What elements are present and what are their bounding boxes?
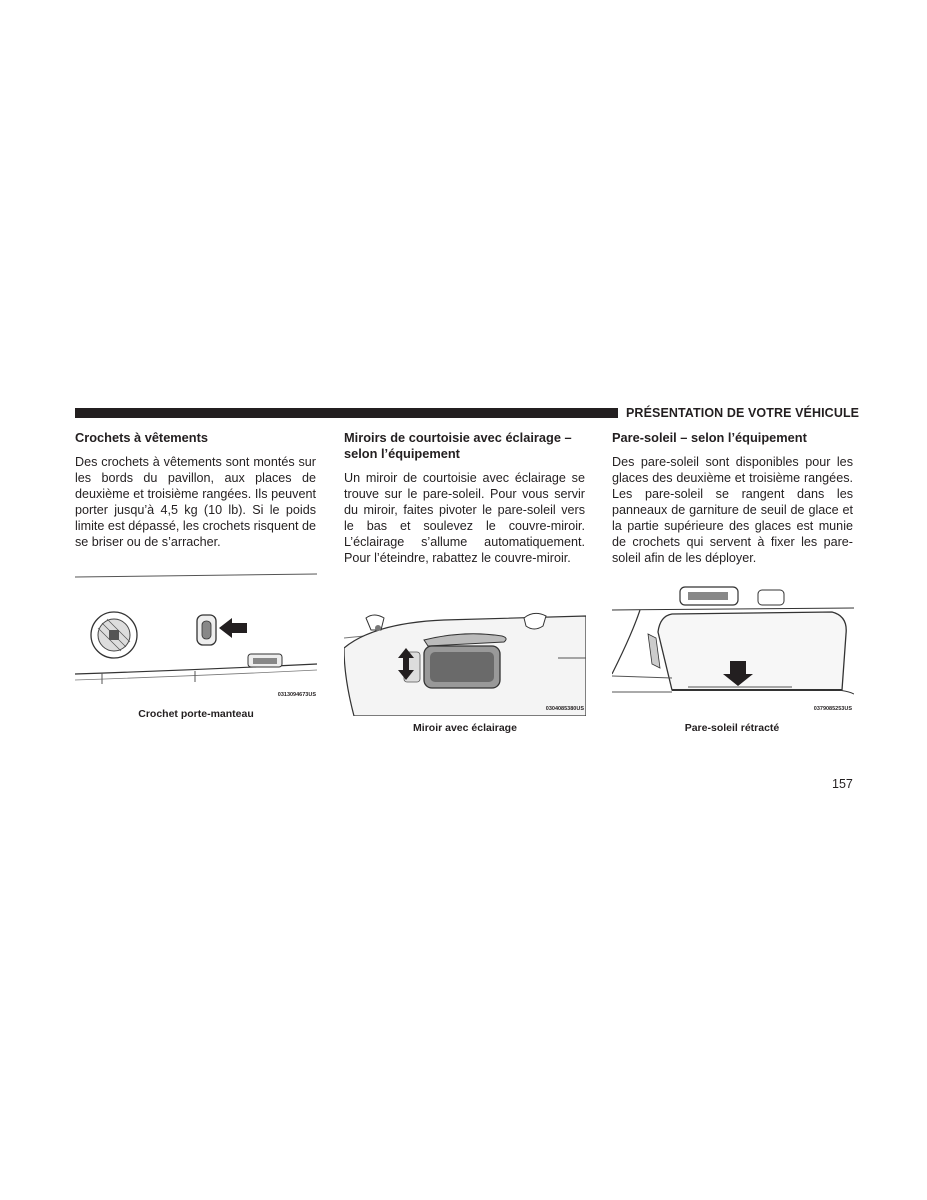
vanity-mirror-illustration-icon: [344, 608, 586, 716]
figure-coat-hook: [75, 572, 317, 704]
body-vanity-mirrors: Un miroir de courtoisie avec éclairage se trouve sur le pare-soleil. Pour vous servir du miroir, faites pivoter le pare-soleil vers le bas et soulevez le couvre-miroir. L’éclairage s’allume automatiquement. Pour l’éteindre, rabattez le couvre-miroir.: [344, 471, 585, 565]
heading-sunshades: Pare-soleil – selon l’équipement: [612, 430, 807, 445]
figure-code: 0379085253US: [813, 706, 852, 712]
caption-coat-hook: Crochet porte-manteau: [138, 708, 254, 720]
figure-code: 0313094673US: [277, 692, 316, 698]
caption-sunshade: Pare-soleil rétracté: [684, 722, 780, 734]
figure-sunshade: [612, 584, 854, 716]
column-sunshades: [612, 430, 853, 566]
page-number: 157: [832, 777, 853, 791]
column-vanity-mirrors: [344, 430, 585, 566]
heading-vanity-mirrors: Miroirs de courtoisie avec éclairage – selon l’équipement: [344, 430, 572, 461]
sunshade-illustration-icon: [612, 584, 854, 716]
heading-coat-hooks: Crochets à vêtements: [75, 430, 208, 445]
column-coat-hooks: [75, 430, 316, 550]
caption-vanity-mirror: Miroir avec éclairage: [413, 722, 517, 734]
section-title: PRÉSENTATION DE VOTRE VÉHICULE: [626, 406, 860, 420]
coat-hook-illustration-icon: [75, 572, 317, 704]
figure-vanity-mirror: [344, 608, 586, 716]
section-header-bar: [75, 408, 618, 418]
body-sunshades: Des pare-soleil sont disponibles pour les glaces des deuxième et troisième rangées. Les pare-soleil se rangent dans les panneaux de garniture de seuil de glace et la partie supérieure des glaces est munie de crochets qui servent à fixer les pare-soleil afin de les déployer.: [612, 455, 853, 565]
body-coat-hooks: Des crochets à vêtements sont montés sur les bords du pavillon, aux places de deuxième et troisième rangées. Ils peuvent porter jusqu’à 4,5 kg (10 lb). Si le poids limite est dépassé, les crochets risquent de se briser ou de s’arracher.: [75, 455, 316, 549]
figure-code: 0304085380US: [545, 706, 584, 712]
